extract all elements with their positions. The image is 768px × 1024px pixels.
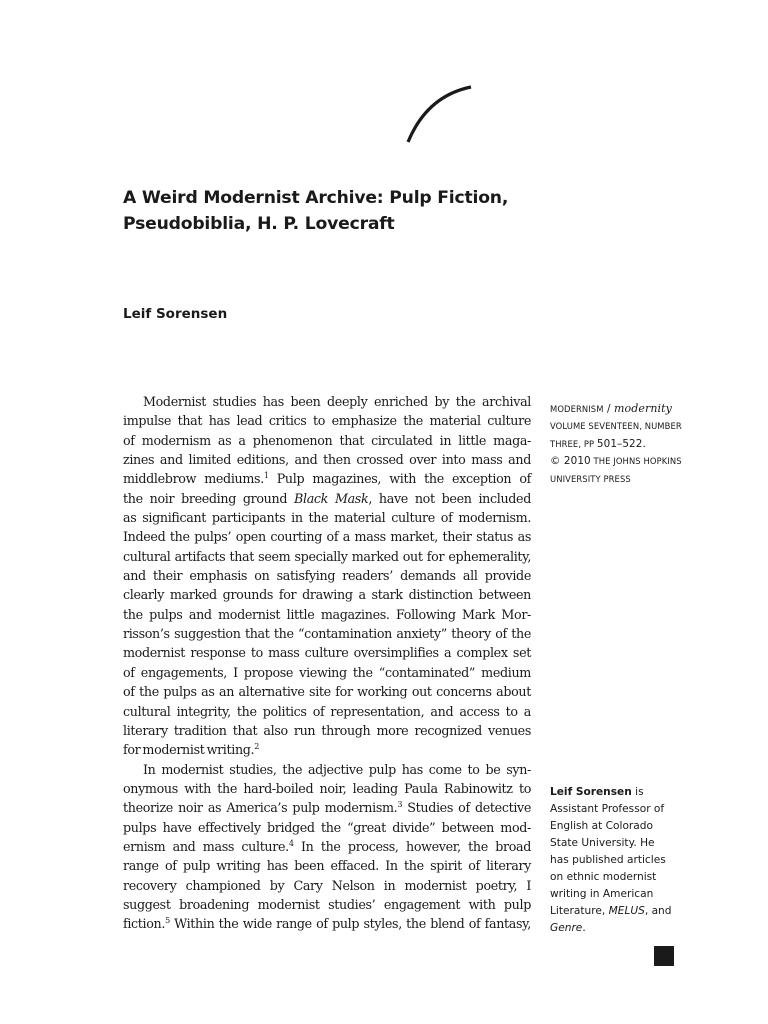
- footnote-ref-4[interactable]: 4: [288, 838, 294, 848]
- body-text-run: Pulp magazines, with the exception of: [268, 471, 531, 487]
- body-line: pulps have effectively bridged the “great divide” between mod-: [123, 819, 531, 835]
- body-line: range of pulp writing has been effaced. In the spirit of literary: [123, 858, 531, 874]
- article-title-line-2: Pseudobiblia, H. P. Lovecraft: [123, 214, 395, 234]
- body-line: of engagements, I propose viewing the “contaminated” medium: [123, 664, 531, 680]
- bio-line: on ethnic modernist: [550, 871, 657, 883]
- body-line: Indeed the pulps’ open courting of a mass market, their status as: [123, 529, 531, 545]
- bio-line: [550, 784, 700, 801]
- body-line: onymous with the hard-boiled noir, leading Paula Rabinowitz to: [123, 780, 531, 796]
- page-marker-square: [654, 946, 674, 966]
- journal-info-line: [550, 453, 700, 470]
- body-line: the pulps and modernist little magazines. Following Mark Mor-: [123, 606, 531, 622]
- body-line: Modernist studies has been deeply enriched by the archival: [143, 394, 531, 409]
- body-text-run: In the process, however, the broad: [293, 838, 531, 854]
- body-text-run: Studies of detective: [402, 800, 532, 816]
- body-line: zines and limited editions, and then crossed over into mass and: [123, 452, 531, 468]
- body-line: cultural artifacts that seem specially marked out for ephemerality,: [123, 548, 531, 564]
- bio-line: State University. He: [550, 837, 655, 849]
- body-text-run: , have not been included: [368, 490, 531, 506]
- body-italic-run: Black Mask: [294, 490, 369, 506]
- journal-name-slash: /: [603, 403, 614, 415]
- footnote-ref-2[interactable]: 2: [254, 742, 259, 752]
- body-line: In modernist studies, the adjective pulp has come to be syn-: [143, 761, 531, 777]
- bio-text-run: .: [582, 922, 586, 934]
- body-line: literary tradition that also run through more recognized venues: [123, 722, 531, 738]
- bio-line: writing in American: [550, 888, 654, 900]
- journal-name: MODERNISM: [550, 404, 604, 414]
- footnote-ref-3[interactable]: 3: [397, 800, 403, 810]
- bio-text-run: Literature,: [550, 905, 609, 917]
- publisher-name-cont: UNIVERSITY PRESS: [550, 473, 631, 484]
- journal-pages: 501–522.: [596, 437, 646, 450]
- copyright-year: © 2010: [550, 455, 591, 468]
- body-text-run: ernism and mass culture.: [123, 838, 289, 854]
- journal-info-line: [550, 400, 700, 418]
- bio-line: [550, 920, 700, 937]
- body-line: as significant participants in the material culture of modernism.: [123, 510, 531, 526]
- body-text-run: for modernist writing.: [123, 742, 255, 758]
- body-text-run: middlebrow mediums.: [123, 471, 264, 487]
- body-text-run: fiction.: [123, 916, 166, 932]
- journal-name-italic: modernity: [613, 402, 672, 415]
- bio-italic-run: MELUS: [608, 905, 645, 917]
- body-line: risson’s suggestion that the “contamination anxiety” theory of the: [123, 626, 531, 642]
- body-text-run: Within the wide range of pulp styles, the blend of fantasy,: [169, 916, 531, 932]
- body-line: [123, 914, 531, 933]
- article-author: Leif Sorensen: [123, 306, 228, 322]
- bio-italic-run: Genre: [550, 922, 583, 934]
- body-line: cultural integrity, the politics of representation, and access to a: [123, 703, 531, 719]
- bio-text-run: is: [631, 786, 644, 798]
- body-line: of the pulps as an alternative site for working out concerns about: [123, 684, 531, 700]
- article-title-line-1: A Weird Modernist Archive: Pulp Fiction,: [123, 188, 509, 208]
- body-text-run: the noir breeding ground: [123, 490, 295, 506]
- body-line: [123, 798, 531, 817]
- body-line: [123, 469, 531, 488]
- body-line: of modernism as a phenomenon that circulated in little maga-: [123, 432, 531, 448]
- bio-text-run: , and: [644, 905, 672, 917]
- journal-info-line: [550, 436, 700, 453]
- footnote-ref-5[interactable]: 5: [165, 916, 170, 926]
- bio-author-name: Leif Sorensen: [550, 786, 632, 798]
- publisher-name: THE JOHNS HOPKINS: [590, 456, 682, 467]
- journal-pp: PP: [581, 438, 597, 449]
- body-text-run: theorize noir as America’s pulp modernism.: [123, 800, 398, 816]
- body-line: [123, 489, 531, 508]
- arc-ornament-icon: [405, 84, 475, 146]
- body-line: recovery championed by Cary Nelson in modernist poetry, I: [123, 877, 531, 893]
- body-line: suggest broadening modernist studies’ engagement with pulp: [123, 896, 531, 912]
- footnote-ref-1[interactable]: 1: [263, 471, 269, 481]
- bio-line: [550, 903, 700, 920]
- body-line: modernist response to mass culture oversimplifies a complex set: [123, 645, 531, 661]
- body-text: [123, 392, 531, 934]
- journal-info: [550, 400, 700, 488]
- body-line: [123, 740, 531, 759]
- bio-line: Assistant Professor of: [550, 803, 665, 815]
- bio-line: English at Colorado: [550, 820, 653, 832]
- body-line: [123, 837, 531, 856]
- body-line: clearly marked grounds for drawing a stark distinction between: [123, 587, 531, 603]
- body-line: and their emphasis on satisfying readers’ demands all provide: [123, 568, 531, 584]
- author-bio: [550, 784, 700, 937]
- journal-issue: THREE,: [550, 438, 582, 449]
- body-line: impulse that has lead critics to emphasize the material culture: [123, 413, 531, 429]
- journal-volume: VOLUME SEVENTEEN, NUMBER: [550, 421, 682, 432]
- bio-line: has published articles: [550, 854, 666, 866]
- article-title: [123, 185, 563, 237]
